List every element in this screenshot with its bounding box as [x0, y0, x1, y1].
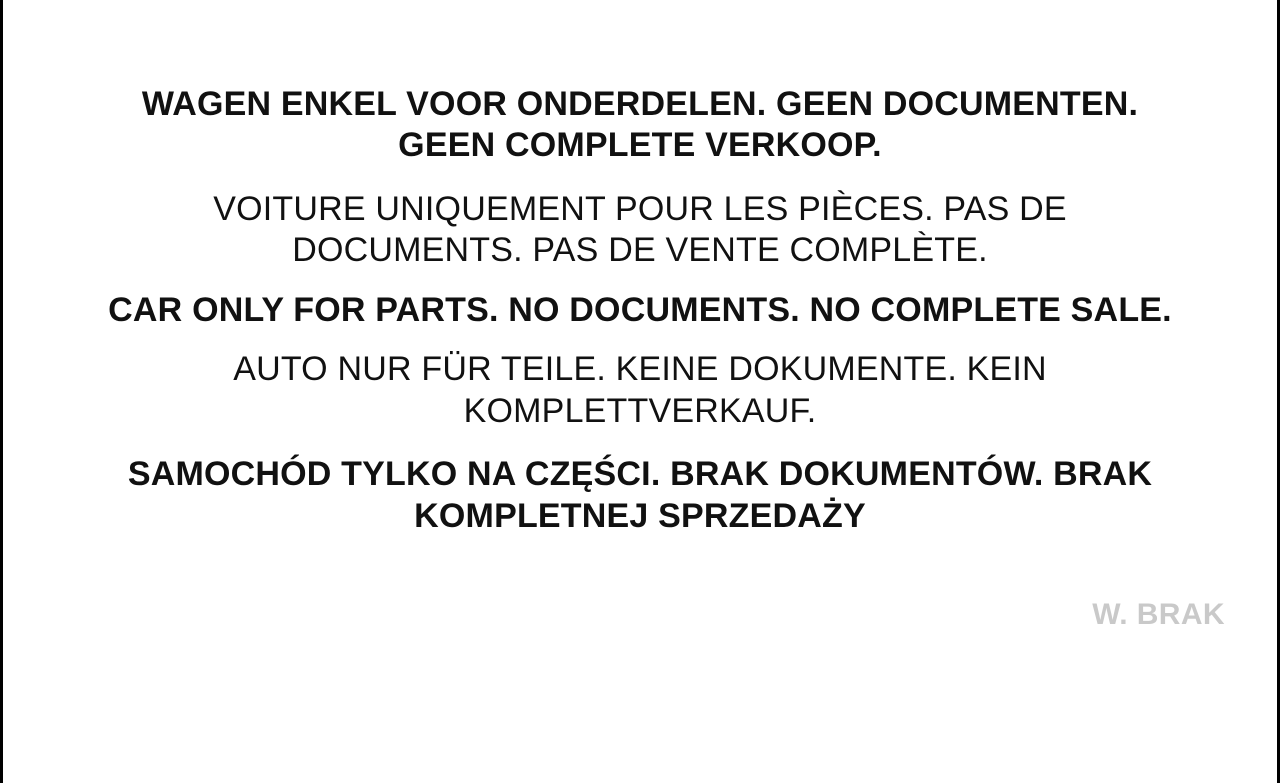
notice-line-english: CAR ONLY FOR PARTS. NO DOCUMENTS. NO COMPLETE SALE.	[108, 290, 1172, 329]
spacer	[98, 432, 1182, 454]
spacer	[98, 167, 1182, 189]
notice-line-french: VOITURE UNIQUEMENT POUR LES PIÈCES. PAS DE DOCUMENTS. PAS DE VENTE COMPLÈTE.	[213, 189, 1067, 270]
watermark-text: W. BRAK	[1092, 598, 1225, 631]
spacer	[98, 331, 1182, 349]
notice-line-german: AUTO NUR FÜR TEILE. KEINE DOKUMENTE. KEIN KOMPLETTVERKAUF.	[233, 350, 1047, 430]
multilingual-notice-block	[3, 84, 1277, 537]
spacer	[98, 272, 1182, 290]
notice-line-dutch: WAGEN ENKEL VOOR ONDERDELEN. GEEN DOCUMENTEN. GEEN COMPLETE VERKOOP.	[141, 85, 1139, 165]
notice-line-polish: SAMOCHÓD TYLKO NA CZĘŚCI. BRAK DOKUMENTÓW. BRAK KOMPLETNEJ SPRZEDAŻY	[127, 455, 1153, 535]
